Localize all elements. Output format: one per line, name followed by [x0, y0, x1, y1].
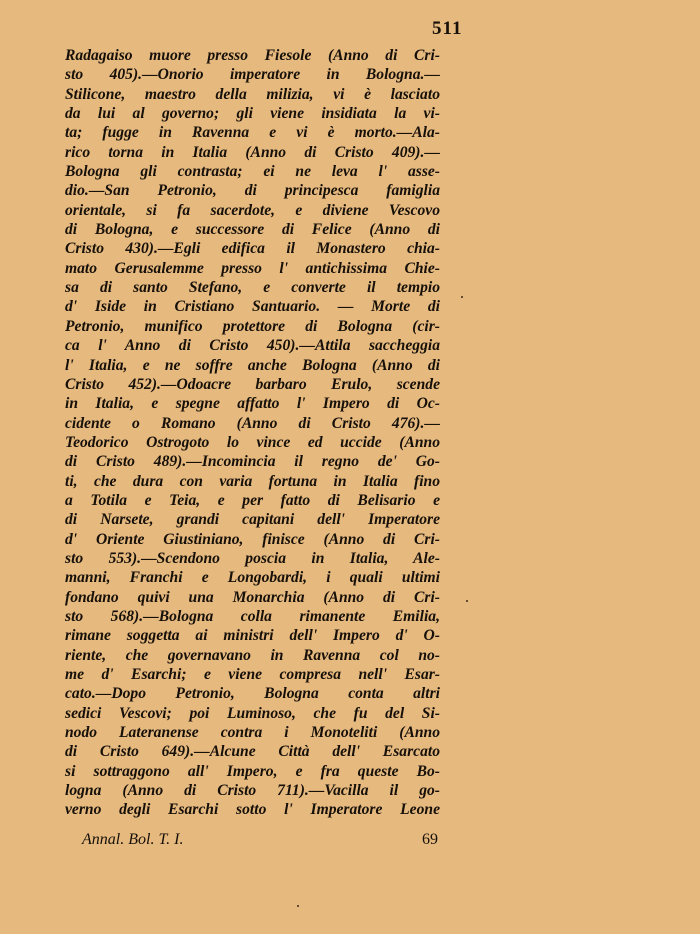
text-line: ca l' Anno di Cristo 450).—Attila saccheggia	[65, 337, 440, 355]
text-line: fondano quivi una Monarchia (Anno di Cri-	[65, 588, 440, 606]
footer-title: Annal. Bol. T. I.	[82, 831, 184, 848]
text-line: sa di santo Stefano, e converte il tempio	[65, 279, 440, 297]
text-line: a Totila e Teia, e per fatto di Belisario e	[65, 491, 440, 509]
text-line: manni, Franchi e Longobardi, i quali ultimi	[65, 569, 440, 587]
text-line: Radagaiso muore presso Fiesole (Anno di Cri-	[65, 47, 440, 64]
ink-speck	[461, 296, 463, 298]
text-line: di Cristo 649).—Alcune Città dell' Esarcato	[65, 743, 440, 761]
ink-speck	[466, 600, 468, 602]
ink-speck	[297, 905, 299, 907]
text-line: da lui al governo; gli viene insidiata la vi-	[65, 105, 440, 123]
text-line: riente, che governavano in Ravenna col no-	[65, 646, 440, 664]
text-line: di Narsete, grandi capitani dell' Imperatore	[65, 511, 440, 529]
text-line: Cristo 430).—Egli edifica il Monastero chia-	[65, 240, 440, 258]
text-line: di Cristo 489).—Incomincia il regno de' Go-	[65, 453, 440, 471]
text-line: sto 405).—Onorio imperatore in Bologna.—	[65, 66, 440, 84]
text-line: sedici Vescovi; poi Luminoso, che fu del Si-	[65, 704, 440, 722]
text-line: Bologna gli contrasta; ei ne leva l' asse-	[65, 163, 440, 181]
text-line: Cristo 452).—Odoacre barbaro Erulo, scende	[65, 375, 440, 393]
text-line: verno degli Esarchi sotto l' Imperatore Leone	[65, 801, 440, 819]
text-line: Petronio, munifico protettore di Bologna (cir-	[65, 317, 440, 335]
text-line: l' Italia, e ne soffre anche Bologna (Anno di	[65, 356, 440, 374]
text-line: ti, che dura con varia fortuna in Italia fino	[65, 472, 440, 490]
text-line: d' Oriente Giustiniano, finisce (Anno di Cri-	[65, 530, 440, 548]
text-line: di Bologna, e successore di Felice (Anno di	[65, 221, 440, 239]
text-line: rimane soggetta ai ministri dell' Impero d' O-	[65, 627, 440, 645]
text-line: si sottraggono all' Impero, e fra queste Bo-	[65, 762, 440, 780]
text-line: sto 553).—Scendono poscia in Italia, Ale-	[65, 549, 440, 567]
text-line: dio.—San Petronio, di principesca famiglia	[65, 182, 440, 200]
text-line: sto 568).—Bologna colla rimanente Emilia,	[65, 607, 440, 625]
text-line: Stilicone, maestro della milizia, vi è lasciato	[65, 85, 440, 103]
text-line: orientale, si fa sacerdote, e diviene Vescovo	[65, 201, 440, 219]
text-line: cidente o Romano (Anno di Cristo 476).—	[65, 414, 440, 432]
text-line: nodo Lateranense contra i Monoteliti (Anno	[65, 724, 440, 742]
text-line: me d' Esarchi; e viene compresa nell' Esar-	[65, 666, 440, 683]
text-line: mato Gerusalemme presso l' antichissima Chie-	[65, 259, 440, 277]
page-number: 511	[432, 18, 463, 39]
body-text	[65, 46, 440, 820]
text-line: in Italia, e spegne affatto l' Impero di Oc-	[65, 395, 440, 413]
footer-signature: 69	[422, 831, 438, 848]
text-line: cato.—Dopo Petronio, Bologna conta altri	[65, 685, 440, 703]
page-footer	[82, 831, 438, 849]
text-line: Teodorico Ostrogoto lo vince ed uccide (Anno	[65, 433, 440, 451]
text-line: logna (Anno di Cristo 711).—Vacilla il go-	[65, 782, 440, 800]
text-line: ta; fugge in Ravenna e vi è morto.—Ala-	[65, 124, 440, 142]
text-line: d' Iside in Cristiano Santuario. — Morte di	[65, 298, 440, 316]
text-line: rico torna in Italia (Anno di Cristo 409).—	[65, 143, 440, 161]
